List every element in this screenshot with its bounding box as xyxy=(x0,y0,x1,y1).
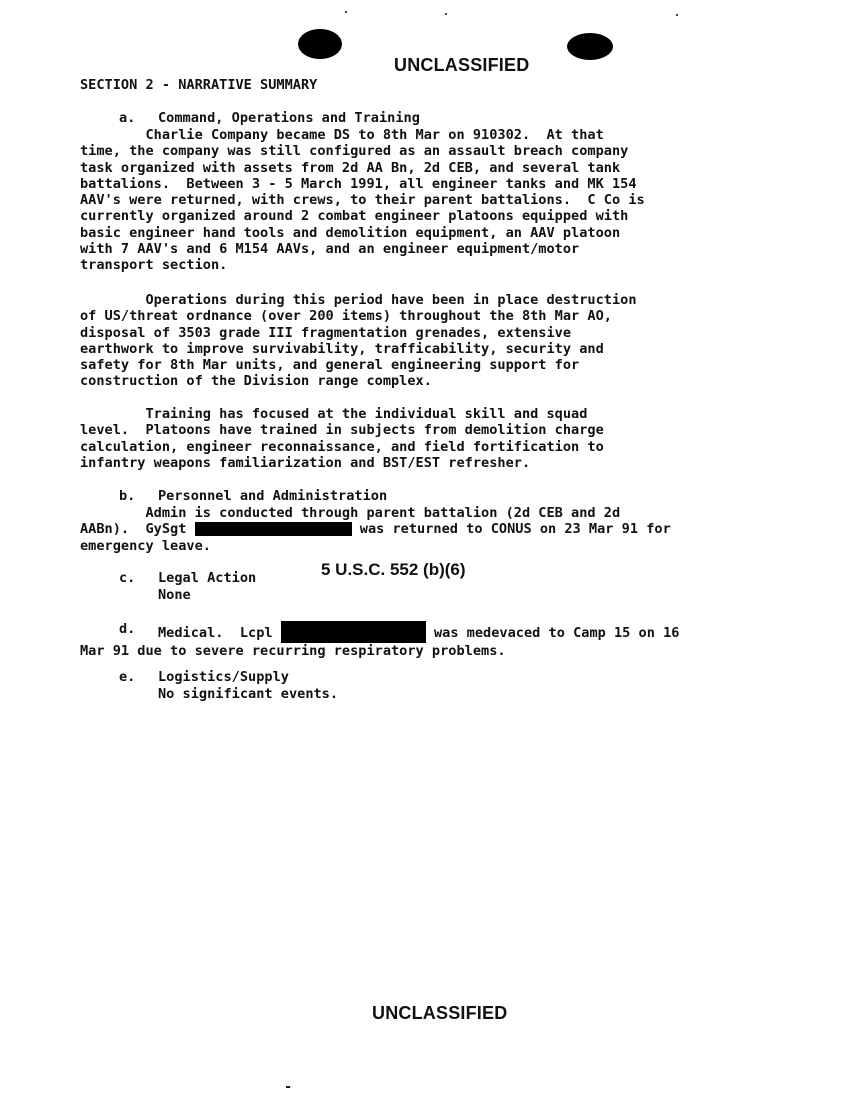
text-line: battalions. Between 3 - 5 March 1991, all engineer tanks and MK 154 xyxy=(80,175,637,192)
footer-classification: UNCLASSIFIED xyxy=(372,1003,508,1023)
item-b-letter: b. xyxy=(119,488,136,504)
text-line: Operations during this period have been in place destruction xyxy=(80,292,637,308)
text-line-with-redaction xyxy=(80,621,679,643)
scan-speck xyxy=(676,14,678,16)
text-line: task organized with assets from 2d AA Bn, 2d CEB, and several tank xyxy=(80,159,621,176)
text-line-with-redaction xyxy=(80,521,671,537)
text-line: earthwork to improve survivability, trafficability, security and xyxy=(80,340,604,357)
redaction-box xyxy=(195,522,352,536)
item-c-letter: c. xyxy=(119,570,136,586)
scan-blot-left xyxy=(298,29,342,59)
text-line: transport section. xyxy=(80,257,228,274)
text-line: with 7 AAV's and 6 M154 AAVs, and an engineer equipment/motor xyxy=(80,241,580,258)
text-line: Admin is conducted through parent battalion (2d CEB and 2d xyxy=(80,505,621,521)
text-line: basic engineer hand tools and demolition equipment, an AAV platoon xyxy=(80,224,621,241)
text-line: Mar 91 due to severe recurring respiratory problems. xyxy=(80,643,506,659)
item-a-paragraph-1 xyxy=(80,127,645,274)
text-line: Training has focused at the individual skill and squad xyxy=(80,406,588,422)
item-a-paragraph-3 xyxy=(80,406,604,471)
text-segment: was returned to CONUS on 23 Mar 91 for xyxy=(351,521,671,538)
scan-speck xyxy=(445,13,447,15)
text-line: level. Platoons have trained in subjects from demolition charge xyxy=(80,422,604,439)
text-segment: was medevaced to Camp 15 on 16 xyxy=(425,625,680,641)
text-line: of US/threat ordnance (over 200 items) throughout the 8th Mar AO, xyxy=(80,308,612,325)
text-line: calculation, engineer reconnaissance, and field fortification to xyxy=(80,438,604,455)
text-line: infantry weapons familiarization and BST/EST refresher. xyxy=(80,454,531,471)
header-classification: UNCLASSIFIED xyxy=(394,55,530,75)
redaction-box xyxy=(281,621,426,643)
scan-speck xyxy=(345,11,347,13)
item-c-heading: Legal Action xyxy=(158,570,257,586)
item-e-body: No significant events. xyxy=(158,686,339,702)
footer-page-mark: - xyxy=(284,1079,293,1095)
item-b-heading: Personnel and Administration xyxy=(158,488,388,504)
text-line: emergency leave. xyxy=(80,537,211,554)
text-line: construction of the Division range complex. xyxy=(80,373,432,390)
text-line: time, the company was still configured as an assault breach company xyxy=(80,143,629,160)
text-line: disposal of 3503 grade III fragmentation grenades, extensive xyxy=(80,324,572,341)
text-line: safety for 8th Mar units, and general engineering support for xyxy=(80,357,580,374)
text-line: AAV's were returned, with crews, to their parent battalions. C Co is xyxy=(80,192,645,209)
item-a-paragraph-2 xyxy=(80,292,637,390)
item-e-heading: Logistics/Supply xyxy=(158,669,289,685)
text-line: currently organized around 2 combat engineer platoons equipped with xyxy=(80,208,629,225)
item-c-body: None xyxy=(158,587,191,603)
item-b-paragraph xyxy=(80,505,671,554)
item-a-letter: a. xyxy=(119,110,136,126)
text-segment: Medical. Lcpl xyxy=(158,625,281,641)
text-line: Charlie Company became DS to 8th Mar on 910302. At that xyxy=(80,127,604,143)
item-d-letter: d. xyxy=(119,621,136,637)
text-segment: AABn). GySgt xyxy=(80,521,195,538)
section-title: SECTION 2 - NARRATIVE SUMMARY xyxy=(80,77,318,93)
foia-exemption-label: 5 U.S.C. 552 (b)(6) xyxy=(321,560,466,579)
item-e-letter: e. xyxy=(119,669,136,685)
scan-blot-right xyxy=(567,33,613,60)
item-a-heading: Command, Operations and Training xyxy=(158,110,420,126)
item-d-paragraph xyxy=(80,621,679,659)
